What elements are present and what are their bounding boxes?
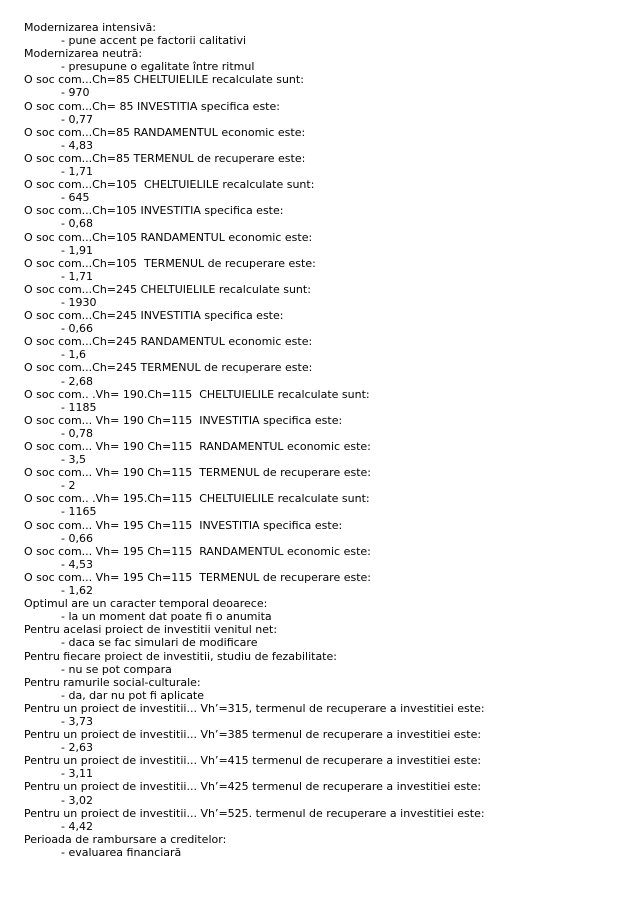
- question-text: O soc com...Ch=85 RANDAMENTUL economic este:: [24, 125, 306, 139]
- qa-entry: [24, 519, 624, 545]
- answer-text: - 645: [61, 191, 90, 205]
- qa-entry: [24, 73, 624, 99]
- qa-entry: [24, 204, 624, 230]
- question-text: Perioada de rambursare a creditelor:: [24, 832, 227, 846]
- question-text: Pentru ramurile social-culturale:: [24, 675, 201, 689]
- document-body: [24, 21, 624, 859]
- answer-text: - 0,66: [61, 531, 93, 545]
- answer-text: - 0,66: [61, 322, 93, 336]
- qa-entry: [24, 728, 624, 754]
- answer-text: - 4,53: [61, 557, 93, 571]
- answer-text: - da, dar nu pot fi aplicate: [61, 688, 205, 702]
- answer-text: - 2,68: [61, 374, 93, 388]
- qa-entry: [24, 492, 624, 518]
- answer-text: - pune accent pe factorii calitativi: [61, 34, 247, 48]
- question-text: O soc com...Ch=85 TERMENUL de recuperare este:: [24, 151, 306, 165]
- qa-entry: [24, 623, 624, 649]
- answer-text: - nu se pot compara: [61, 662, 172, 676]
- answer-text: - evaluarea financiară: [61, 845, 182, 859]
- answer-text: - 2,63: [61, 741, 93, 755]
- question-text: O soc com...Ch=105 TERMENUL de recuperare este:: [24, 256, 316, 270]
- question-text: Pentru fiecare proiect de investitii, studiu de fezabilitate:: [24, 649, 337, 663]
- question-text: O soc com... Vh= 190 Ch=115 INVESTITIA specifica este:: [24, 413, 343, 427]
- qa-entry: [24, 231, 624, 257]
- question-text: O soc com...Ch=245 INVESTITIA specifica este:: [24, 309, 284, 323]
- answer-text: - 1,71: [61, 269, 93, 283]
- answer-text: - 4,42: [61, 819, 93, 833]
- answer-text: - 0,68: [61, 217, 93, 231]
- qa-entry: [24, 47, 624, 73]
- qa-entry: [24, 780, 624, 806]
- question-text: Pentru un proiect de investitii... Vh’=415 termenul de recuperare a investitiei este:: [24, 754, 482, 768]
- answer-text: - daca se fac simulari de modificare: [61, 636, 258, 650]
- question-text: Pentru un proiect de investitii... Vh’=385 termenul de recuperare a investitiei este:: [24, 728, 482, 742]
- qa-entry: [24, 21, 624, 47]
- question-text: O soc com...Ch= 85 INVESTITIA specifica este:: [24, 99, 280, 113]
- question-text: Optimul are un caracter temporal deoarece:: [24, 597, 268, 611]
- qa-entry: [24, 466, 624, 492]
- qa-entry: [24, 754, 624, 780]
- answer-text: - 1185: [61, 400, 97, 414]
- question-text: Modernizarea neutră:: [24, 47, 143, 61]
- question-text: O soc com... Vh= 190 Ch=115 TERMENUL de recuperare este:: [24, 466, 372, 480]
- qa-entry: [24, 571, 624, 597]
- answer-text: - 3,5: [61, 453, 86, 467]
- qa-entry: [24, 545, 624, 571]
- answer-text: - 1165: [61, 505, 97, 519]
- question-text: O soc com... Vh= 195 Ch=115 TERMENUL de recuperare este:: [24, 570, 372, 584]
- question-text: O soc com... Vh= 195 Ch=115 RANDAMENTUL economic este:: [24, 544, 371, 558]
- question-text: Pentru acelasi proiect de investitii venitul net:: [24, 623, 278, 637]
- answer-text: - 1930: [61, 295, 97, 309]
- qa-entry: [24, 807, 624, 833]
- answer-text: - 3,73: [61, 714, 93, 728]
- answer-text: - 4,83: [61, 138, 93, 152]
- answer-text: - 0,78: [61, 426, 93, 440]
- qa-entry: [24, 702, 624, 728]
- answer-text: - 2: [61, 479, 76, 493]
- question-text: Modernizarea intensivă:: [24, 21, 156, 34]
- answer-text: - 0,77: [61, 112, 93, 126]
- question-text: O soc com... Vh= 190 Ch=115 RANDAMENTUL economic este:: [24, 440, 371, 453]
- question-text: O soc com.. .Vh= 195.Ch=115 CHELTUIELILE recalculate sunt:: [24, 492, 370, 506]
- qa-entry: [24, 152, 624, 178]
- qa-entry: [24, 833, 624, 859]
- qa-entry: [24, 676, 624, 702]
- qa-entry: [24, 100, 624, 126]
- qa-entry: [24, 440, 624, 466]
- answer-text: - 1,62: [61, 584, 93, 598]
- question-text: Pentru un proiect de investitii... Vh’=525. termenul de recuperare a investitiei este:: [24, 806, 485, 820]
- qa-entry: [24, 335, 624, 361]
- answer-text: - presupune o egalitate între ritmul: [61, 60, 255, 74]
- qa-entry: [24, 178, 624, 204]
- question-text: O soc com...Ch=245 CHELTUIELILE recalculate sunt:: [24, 282, 311, 296]
- qa-entry: [24, 361, 624, 387]
- question-text: O soc com... Vh= 195 Ch=115 INVESTITIA specifica este:: [24, 518, 343, 532]
- question-text: O soc com...Ch=105 RANDAMENTUL economic este:: [24, 230, 313, 244]
- qa-entry: [24, 388, 624, 414]
- answer-text: - 1,91: [61, 243, 93, 257]
- answer-text: - 1,71: [61, 165, 93, 179]
- answer-text: - 3,11: [61, 767, 93, 781]
- qa-entry: [24, 309, 624, 335]
- answer-text: - 970: [61, 86, 90, 100]
- qa-entry: [24, 414, 624, 440]
- qa-entry: [24, 650, 624, 676]
- question-text: Pentru un proiect de investitii... Vh’=425 termenul de recuperare a investitiei este:: [24, 780, 482, 794]
- answer-text: - la un moment dat poate fi o anumita: [61, 610, 272, 624]
- question-text: O soc com...Ch=105 CHELTUIELILE recalculate sunt:: [24, 178, 315, 192]
- question-text: O soc com...Ch=245 TERMENUL de recuperare este:: [24, 361, 313, 375]
- qa-entry: [24, 283, 624, 309]
- question-text: O soc com...Ch=105 INVESTITIA specifica este:: [24, 204, 284, 218]
- question-text: O soc com...Ch=85 CHELTUIELILE recalculate sunt:: [24, 73, 304, 87]
- question-text: O soc com...Ch=245 RANDAMENTUL economic este:: [24, 335, 313, 349]
- qa-entry: [24, 126, 624, 152]
- answer-text: - 1,6: [61, 348, 86, 362]
- qa-entry: [24, 257, 624, 283]
- qa-entry: [24, 597, 624, 623]
- question-text: Pentru un proiect de investitii... Vh’=315, termenul de recuperare a investitiei este:: [24, 701, 485, 715]
- answer-text: - 3,02: [61, 793, 93, 807]
- question-text: O soc com.. .Vh= 190.Ch=115 CHELTUIELILE recalculate sunt:: [24, 387, 370, 401]
